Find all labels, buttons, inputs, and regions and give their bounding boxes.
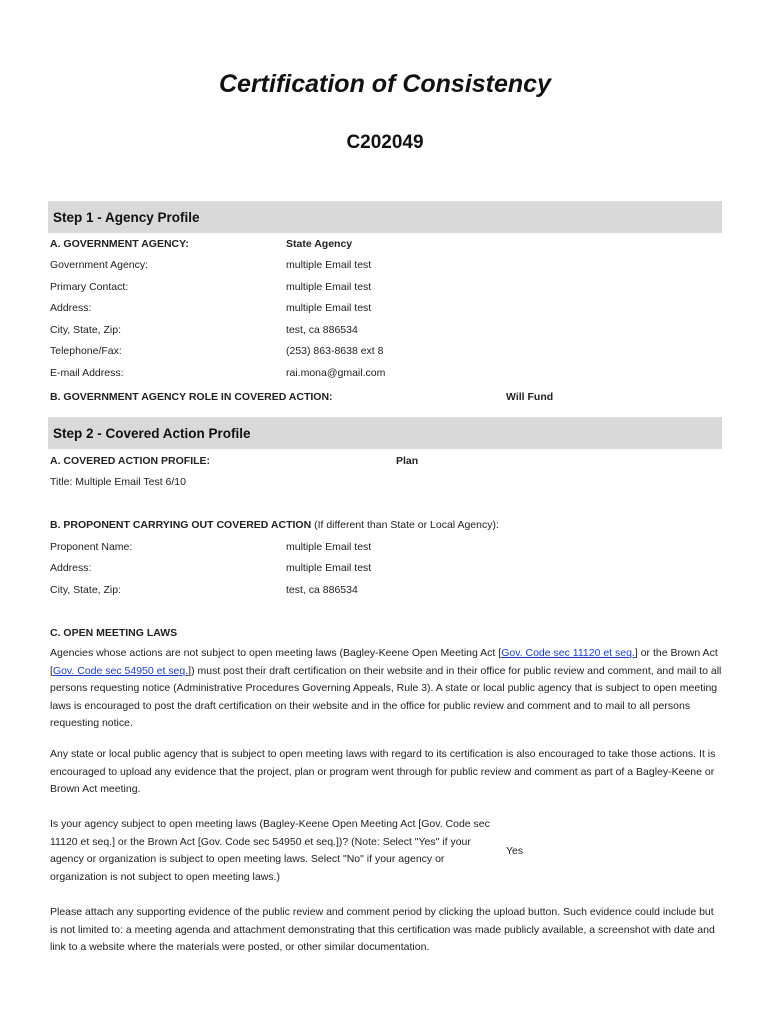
gov-code-54950-link[interactable]: Gov. Code sec 54950 et seq.	[52, 664, 189, 677]
para-text: ]) must post their draft certification on their website and in their office for public review and comment, and mail to all persons requesting notice (Administrative Procedures Governing Appeals, Rule 3). A state or local public agency that is subject to open meeting laws is encouraged to post the draft certification on their website and in the office for public review and comment and to mail to all persons requesting notice.	[50, 664, 722, 730]
para-text: ] or the Brown Act [	[50, 647, 718, 677]
field-label: Proponent Name:	[50, 541, 133, 553]
field-label: Telephone/Fax:	[50, 345, 122, 357]
field-value: multiple Email test	[286, 302, 372, 314]
covered-action-value: Plan	[396, 455, 419, 467]
proponent-label: B. PROPONENT CARRYING OUT COVERED ACTION	[50, 519, 312, 531]
proponent-note: (If different than State or Local Agency):	[311, 519, 499, 531]
agency-role-label: B. GOVERNMENT AGENCY ROLE IN COVERED ACTION:	[50, 391, 333, 403]
encouragement-paragraph: Any state or local public agency that is subject to open meeting laws with regard to its certification is also encouraged to take those actions. It is encouraged to upload any evidence that the project, plan or program went through for public review and comment as part of a Bagley-Keene or Brown Act meeting.	[50, 748, 716, 796]
open-meeting-answer: Yes	[506, 845, 524, 857]
gov-code-11120-link[interactable]: Gov. Code sec 11120 et seq.	[501, 647, 635, 659]
certification-code: C202049	[346, 132, 424, 153]
field-value: test, ca 886534	[286, 324, 358, 336]
evidence-paragraph: Please attach any supporting evidence of the public review and comment period by clicking the upload button. Such evidence could include but is not limited to: a meeting agenda and attachment demonstrating that this certification was made publicly available, a screenshot with date and link to a website where the materials were posted, or other similar documentation.	[50, 906, 715, 954]
step2-heading: Step 2 - Covered Action Profile	[48, 417, 722, 449]
field-value: test, ca 886534	[286, 584, 358, 596]
field-label: City, State, Zip:	[50, 324, 121, 336]
field-label: Address:	[50, 562, 92, 574]
page-title: Certification of Consistency	[219, 70, 551, 98]
proponent-heading	[50, 519, 499, 531]
open-meeting-question: Is your agency subject to open meeting laws (Bagley-Keene Open Meeting Act [Gov. Code sec 11120 et seq.] or the Brown Act [Gov. Code sec 54950 et seq.])? (Note: Select "Yes" if your agency or organization is subject to open meeting laws. Select "No" if your agency or organization is not subject to open meeting laws.)	[50, 818, 490, 883]
open-meeting-heading: C. OPEN MEETING LAWS	[50, 627, 178, 639]
open-meeting-paragraph	[50, 645, 722, 733]
section-a-value: State Agency	[286, 238, 353, 250]
field-value: multiple Email test	[286, 259, 372, 271]
field-value: multiple Email test	[286, 281, 372, 293]
field-label: Government Agency:	[50, 259, 149, 271]
field-label: Primary Contact:	[50, 281, 129, 293]
para-text: Agencies whose actions are not subject to open meeting laws (Bagley-Keene Open Meeting Act [	[50, 647, 502, 659]
field-label: City, State, Zip:	[50, 584, 121, 596]
agency-role-value: Will Fund	[506, 391, 554, 403]
covered-action-label: A. COVERED ACTION PROFILE:	[50, 455, 211, 467]
section-a-label: A. GOVERNMENT AGENCY:	[50, 238, 189, 250]
field-label: E-mail Address:	[50, 367, 124, 379]
step1-heading: Step 1 - Agency Profile	[48, 201, 722, 233]
field-value: (253) 863-8638 ext 8	[286, 345, 384, 357]
field-value: multiple Email test	[286, 541, 372, 553]
field-label: Address:	[50, 302, 92, 314]
email-value: rai.mona@gmail.com	[286, 367, 386, 379]
action-title: Title: Multiple Email Test 6/10	[50, 476, 186, 488]
field-value: multiple Email test	[286, 562, 372, 574]
